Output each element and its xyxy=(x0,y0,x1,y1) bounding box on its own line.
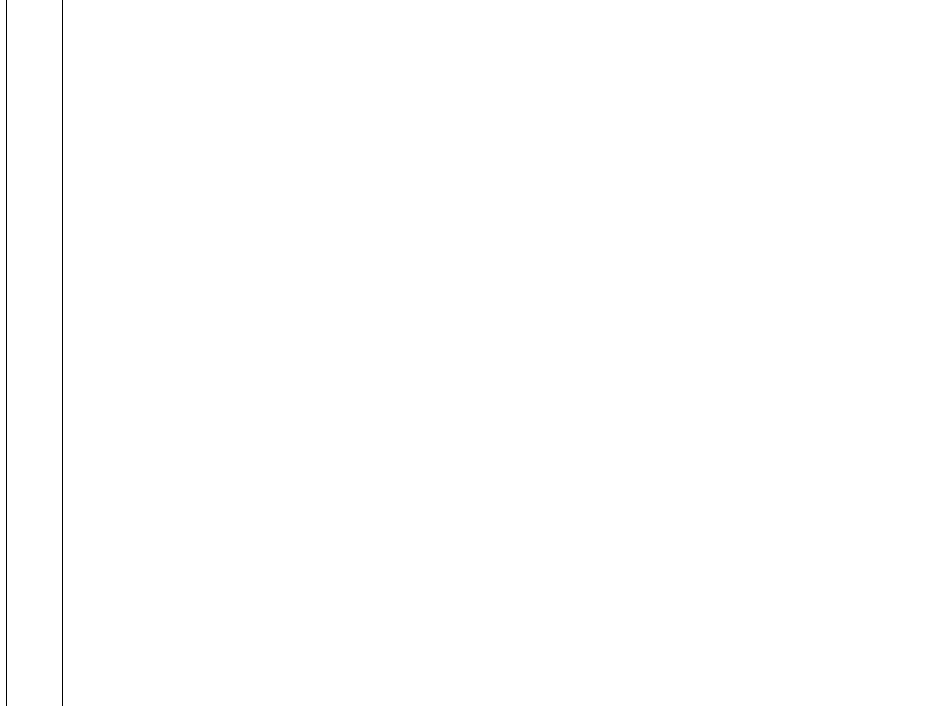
col-divider-1 xyxy=(62,0,63,706)
table-left-border xyxy=(6,0,7,706)
